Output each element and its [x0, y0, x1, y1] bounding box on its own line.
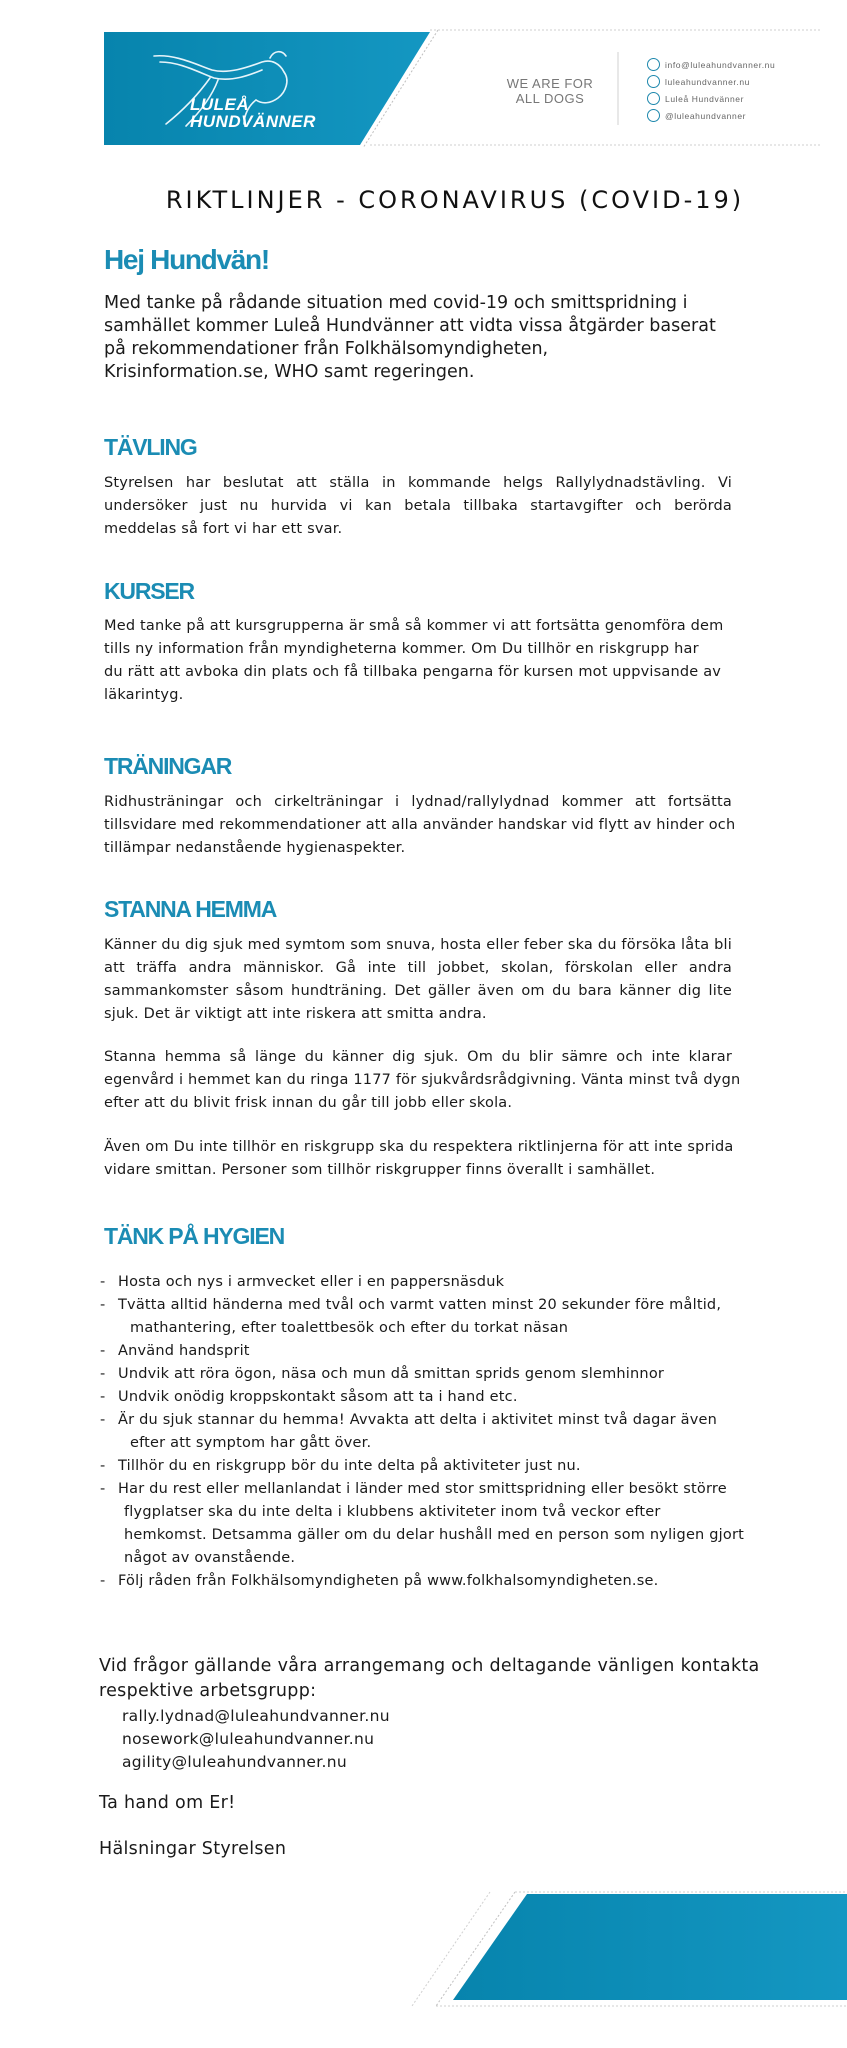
signature: Hälsningar Styrelsen: [99, 1839, 287, 1859]
contact-intro: [99, 1654, 779, 1704]
text-line: du rätt att avboka din plats och få tillbaka pengarna för kursen mot uppvisande av: [104, 664, 722, 680]
contact-email-list: [122, 1705, 390, 1774]
instagram-icon: [647, 109, 660, 122]
email-link-nosework[interactable]: nosework@luleahundvanner.nu: [122, 1730, 375, 1748]
contact-instagram-text: @luleahundvanner: [665, 110, 747, 121]
intro-line: Krisinformation.se, WHO samt regeringen.: [104, 362, 475, 382]
list-item: [100, 1386, 760, 1409]
contact-email-text: info@luleahundvanner.nu: [665, 59, 776, 70]
section-text-tavling: [104, 472, 732, 541]
text-line: egenvård i hemmet kan du ringa 1177 för sjukvårdsrådgivning. Vänta minst två dygn: [104, 1072, 741, 1088]
contact-intro-line: respektive arbetsgrupp:: [99, 1681, 317, 1701]
bullet-dash: -: [100, 1481, 106, 1497]
tagline: [490, 76, 610, 106]
header-contacts: [647, 56, 775, 124]
list-item-text: efter att symptom har gått över.: [130, 1435, 372, 1451]
footer-banner: [0, 1880, 847, 2048]
document-title: RIKTLINJER - CORONAVIRUS (COVID-19): [165, 186, 745, 214]
intro-line: på rekommendationer från Folkhälsomyndigheten,: [104, 339, 549, 359]
text-line: läkarintyg.: [104, 687, 184, 703]
list-item-text: Hosta och nys i armvecket eller i en pappersnäsduk: [118, 1274, 505, 1290]
list-item-text: hemkomst. Detsamma gäller om du delar hushåll med en person som nyligen gjort: [124, 1527, 745, 1543]
section-heading-tavling: TÄVLING: [104, 434, 197, 460]
contact-website-text: luleahundvanner.nu: [665, 76, 751, 87]
text-line: vidare smittan. Personer som tillhör riskgrupper finns överallt i samhället.: [104, 1162, 656, 1178]
bullet-dash: -: [100, 1573, 106, 1589]
contact-email[interactable]: [647, 56, 775, 73]
list-item-text: Är du sjuk stannar du hemma! Avvakta att delta i aktivitet minst två dagar även: [118, 1412, 718, 1428]
section-text-stanna-2: [104, 1046, 741, 1115]
brand-logo: [190, 96, 316, 130]
section-heading-hygien: TÄNK PÅ HYGIEN: [104, 1223, 284, 1249]
greeting-heading: Hej Hundvän!: [104, 244, 269, 275]
list-item: [100, 1363, 760, 1386]
text-line: meddelas så fort vi har ett svar.: [104, 521, 343, 537]
take-care-text: Ta hand om Er!: [99, 1793, 236, 1813]
text-line: Även om Du inte tillhör en riskgrupp ska du respektera riktlinjerna för att inte sprida: [104, 1139, 734, 1155]
text-line: Känner du dig sjuk med symtom som snuva, hosta eller feber ska du försöka låta bli: [104, 937, 732, 953]
bullet-dash: -: [100, 1297, 106, 1313]
bullet-dash: -: [100, 1458, 106, 1474]
list-item: [100, 1409, 760, 1455]
list-item-text: Undvik att röra ögon, näsa och mun då smittan sprids genom slemhinnor: [118, 1366, 665, 1382]
email-icon: [647, 58, 660, 71]
text-line: Med tanke på att kursgrupperna är små så kommer vi att fortsätta genomföra dem: [104, 618, 724, 634]
list-item: [100, 1294, 760, 1340]
facebook-icon: [647, 92, 660, 105]
list-item-text: mathantering, efter toalettbesök och efter du torkat näsan: [130, 1320, 569, 1336]
list-item: [100, 1455, 760, 1478]
text-line: efter att du blivit frisk innan du går till jobb eller skola.: [104, 1095, 513, 1111]
text-line: Ridhusträningar och cirkelträningar i lydnad/rallylydnad kommer att fortsätta: [104, 794, 732, 810]
text-line: sjuk. Det är viktigt att inte riskera att smitta andra.: [104, 1006, 487, 1022]
section-text-kurser: [104, 615, 732, 707]
list-item-text: Tillhör du en riskgrupp bör du inte delta på aktiviteter just nu.: [118, 1458, 581, 1474]
contact-website[interactable]: [647, 73, 775, 90]
brand-line-1: LULEÅ: [190, 95, 250, 114]
email-link-agility[interactable]: agility@luleahundvanner.nu: [122, 1753, 347, 1771]
brand-line-2: HUNDVÄNNER: [190, 112, 316, 131]
list-item-text: flygplatser ska du inte delta i klubbens aktiviteter inom två veckor efter: [124, 1504, 661, 1520]
section-text-stanna-1: [104, 934, 732, 1026]
contact-facebook[interactable]: [647, 90, 775, 107]
bullet-dash: -: [100, 1343, 106, 1359]
section-text-stanna-3: [104, 1136, 732, 1182]
intro-line: Med tanke på rådande situation med covid-19 och smittspridning i: [104, 293, 688, 313]
list-item-text: något av ovanstående.: [124, 1550, 296, 1566]
text-line: tillsvidare med rekommendationer att alla använder handskar vid flytt av hinder och: [104, 817, 736, 833]
section-heading-traningar: TRÄNINGAR: [104, 753, 232, 779]
bullet-dash: -: [100, 1366, 106, 1382]
bullet-dash: -: [100, 1412, 106, 1428]
section-text-traningar: [104, 791, 736, 860]
text-line: att träffa andra människor. Gå inte till jobbet, skolan, förskolan eller andra: [104, 960, 732, 976]
text-line: tills ny information från myndigheterna kommer. Om Du tillhör en riskgrupp har: [104, 641, 699, 657]
tagline-line-1: WE ARE FOR: [506, 76, 594, 91]
bullet-dash: -: [100, 1274, 106, 1290]
section-heading-stanna-hemma: STANNA HEMMA: [104, 896, 277, 922]
list-item-text: Har du rest eller mellanlandat i länder med stor smittspridning eller besökt större: [118, 1481, 727, 1497]
contact-facebook-text: Luleå Hundvänner: [665, 93, 745, 104]
bullet-dash: -: [100, 1389, 106, 1405]
email-link-rally[interactable]: rally.lydnad@luleahundvanner.nu: [122, 1707, 390, 1725]
intro-paragraph: [104, 292, 744, 384]
list-item: [100, 1478, 760, 1570]
text-line: undersöker just nu hurvida vi kan betala tillbaka startavgifter och berörda: [104, 498, 732, 514]
list-item: [100, 1340, 760, 1363]
tagline-line-2: ALL DOGS: [515, 91, 585, 106]
list-item-text: Undvik onödig kroppskontakt såsom att ta i hand etc.: [118, 1389, 518, 1405]
list-item: [100, 1570, 760, 1593]
text-line: Stanna hemma så länge du känner dig sjuk. Om du blir sämre och inte klarar: [104, 1049, 732, 1065]
list-item-text: Följ råden från Folkhälsomyndigheten på www.folkhalsomyndigheten.se.: [118, 1573, 659, 1589]
list-item-text: Tvätta alltid händerna med tvål och varmt vatten minst 20 sekunder före måltid,: [118, 1297, 722, 1313]
text-line: tillämpar nedanstående hygienaspekter.: [104, 840, 406, 856]
globe-icon: [647, 75, 660, 88]
section-heading-kurser: KURSER: [104, 578, 194, 604]
text-line: sammankomster såsom hundträning. Det gäller även om du bara känner dig lite: [104, 983, 732, 999]
list-item: [100, 1271, 760, 1294]
contact-intro-line: Vid frågor gällande våra arrangemang och deltagande vänligen kontakta: [99, 1656, 760, 1676]
hygiene-list: [100, 1271, 760, 1593]
contact-instagram[interactable]: [647, 107, 775, 124]
list-item-text: Använd handsprit: [118, 1343, 250, 1359]
text-line: Styrelsen har beslutat att ställa in kommande helgs Rallylydnadstävling. Vi: [104, 475, 732, 491]
intro-line: samhället kommer Luleå Hundvänner att vidta vissa åtgärder baserat: [104, 316, 716, 336]
